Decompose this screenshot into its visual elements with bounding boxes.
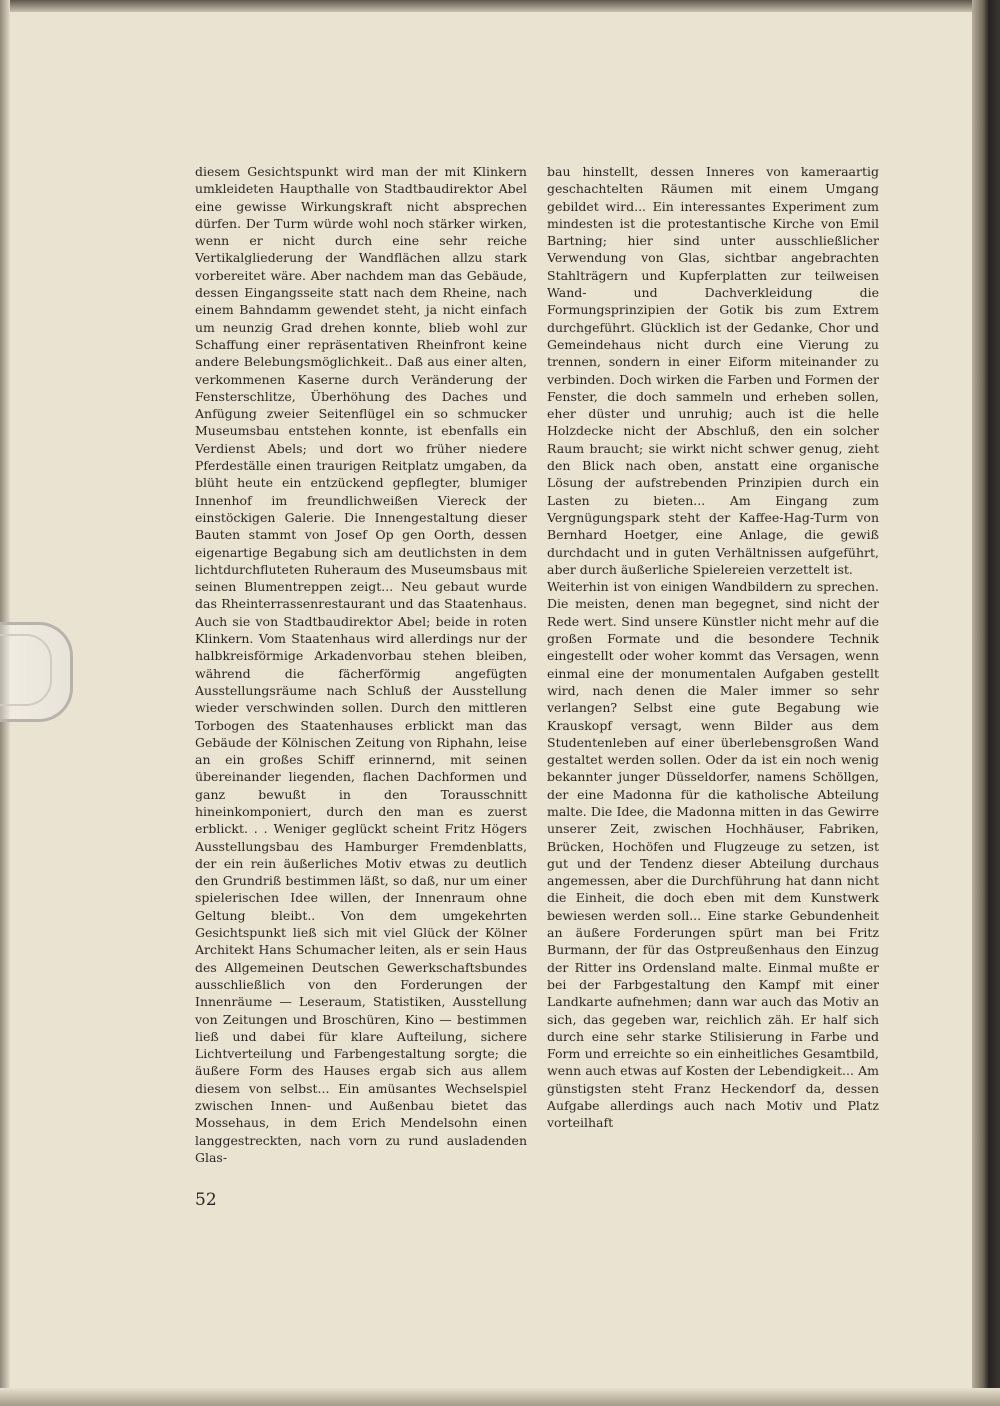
paper-clip-inner-loop bbox=[0, 634, 52, 706]
page-bottom-edge bbox=[0, 1388, 1000, 1406]
book-binding-edge bbox=[972, 0, 1000, 1406]
left-column-paragraph-1: diesem Gesichtspunkt wird man der mit Klinkern umkleideten Haupthalle von Stadtbaudirektor Abel eine gewisse Wirkungskraft nicht absprechen dürfen. Der Turm würde wohl noch stärker wirken, wenn er nicht durch eine sehr reiche Vertikalgliederung der Wandflächen allzu stark vorbereitet wäre. Aber nachdem man das Gebäude, dessen Eingangsseite statt nach dem Rheine, nach einem Bahndamm gewendet steht, ja nicht einfach um neunzig Grad drehen konnte, blieb wohl zur Schaffung einer repräsentativen Rheinfront keine andere Belebungsmöglichkeit.. Daß aus einer alten, verkommenen Kaserne durch Veränderung der Fensterschlitze, Überhöhung des Daches und Anfügung zweier Seitenflügel ein so schmucker Museumsbau entstehen konnte, ist ebenfalls ein Verdienst Abels; und dort wo früher niedere Pferdeställe einen traurigen Reitplatz umgaben, da blüht heute ein entzückend gepflegter, blumiger Innenhof im freundlichweißen Viereck der einstöckigen Galerie. Die Innengestaltung dieser Bauten stammt von Josef Op gen Oorth, dessen eigenartige Begabung sich am deutlichsten in dem lichtdurchfluteten Ruheraum des Museumsbaus mit seinen Blumentreppen zeigt... Neu gebaut wurde das Rheinterrassenrestaurant und das Staatenhaus. Auch sie von Stadtbaudirektor Abel; beide in roten Klinkern. Vom Staatenhaus wird allerdings nur der halbkreisförmige Arkadenvorbau stehen bleiben, während die fächerförmig angefügten Ausstellungsräume nach Schluß der Ausstellung wieder verschwinden sollen. Durch den mittleren Torbogen des Staatenhauses erblickt man das Gebäude der Kölnischen Zeitung von Riphahn, leise an ein großes Schiff erinnernd, mit seinen übereinander liegenden, flachen Dachformen und ganz bewußt in den Torausschnitt hineinkomponiert, durch den man es zuerst erblickt. . . Weniger geglückt scheint Fritz Högers Ausstellungsbau des Hamburger Fremdenblatts, der ein rein äußerliches Motiv etwas zu deutlich den Grundriß bestimmen läßt, so daß, nur um einer spielerischen Idee willen, der Innenraum ohne Geltung bleibt.. Von dem umgekehrten Gesichtspunkt ließ sich mit viel Glück der Kölner Architekt Hans Schumacher leiten, als er sein Haus des Allgemeinen Deutschen Gewerkschaftsbundes ausschließlich von den Forderungen der Innenräume — Leseraum, Statistiken, Ausstellung von Zeitungen und Broschüren, Kino — bestimmen ließ und dabei für klare Aufteilung, sichere Lichtverteilung und Farbengestaltung sorgte; die äußere Form des Hauses ergab sich aus allem diesem von selbst... Ein amüsantes Wechselspiel zwischen Innen- und Außenbau bietet das Mossehaus, in dem Erich Mendelsohn einen langgestreckten, nach vorn zu rund ausladenden Glas- bbox=[195, 164, 527, 1165]
right-column-paragraph-2: Weiterhin ist von einigen Wandbildern zu sprechen. Die meisten, denen man begegnet, sind nicht der Rede wert. Sind unsere Künstler nicht mehr auf die großen Formate und die besondere Technik eingestellt oder woher kommt das Versagen, wenn einmal eine der monumentalen Aufgaben gestellt wird, nach denen die Maler immer so sehr verlangen? Selbst eine gute Begabung wie Krauskopf versagt, wenn Bilder aus dem Studentenleben auf einer überlebensgroßen Wand gestaltet werden sollen. Oder da ist ein noch wenig bekannter junger Düsseldorfer, namens Schöllgen, der eine Madonna für die katholische Abteilung malte. Die Idee, die Madonna mitten in das Gewirre unserer Zeit, zwischen Hochhäuser, Fabriken, Brücken, Hochöfen und Flugzeuge zu setzen, ist gut und der Tendenz dieser Abteilung durchaus angemessen, aber die Durchführung hat dann nicht die Einheit, die doch eben mit dem Kunstwerk bewiesen werden soll... Eine starke Gebundenheit an äußere Forderungen spürt man bei Fritz Burmann, der für das Ostpreußenhaus den Einzug der Ritter ins Ordensland malte. Einmal mußte er bei der Farbgestaltung den Kampf mit einer Landkarte aufnehmen; dann war auch das Motiv an sich, das gegeben war, reichlich zäh. Er half sich durch eine sehr starke Stilisierung in Farbe und Form und erreichte so ein einheitliches Gesamtbild, wenn auch etwas auf Kosten der Lebendigkeit... Am günstigsten steht Franz Heckendorf da, dessen Aufgabe allerdings auch nach Motiv und Platz vorteilhaft bbox=[547, 579, 879, 1131]
page-top-shadow bbox=[0, 0, 1000, 12]
left-text-column bbox=[195, 163, 527, 1166]
right-text-column bbox=[547, 163, 879, 1132]
page-number: 52 bbox=[195, 1190, 217, 1210]
right-column-paragraph-1: bau hinstellt, dessen Inneres von kameraartig geschachtelten Räumen mit einem Umgang gebildet wird... Ein interessantes Experiment zum mindesten ist die protestantische Kirche von Emil Bartning; hier sind unter ausschließlicher Verwendung von Glas, sichtbar angebrachten Stahlträgern und Kupferplatten zur teilweisen Wand- und Dachverkleidung die Formungsprinzipien der Gotik bis zum Extrem durchgeführt. Glücklich ist der Gedanke, Chor und Gemeindehaus nicht durch eine Vierung zu trennen, sondern in einer Eiform miteinander zu verbinden. Doch wirken die Farben und Formen der Fenster, die doch sammeln und erheben sollen, eher düster und unruhig; auch ist die helle Holzdecke nicht der Abschluß, den ein solcher Raum braucht; sie wirkt nicht schwer genug, zieht den Blick nach oben, anstatt eine organische Lösung der aufstrebenden Prinzipien durch ein Lasten zu bieten... Am Eingang zum Vergnügungspark steht der Kaffee-Hag-Turm von Bernhard Hoetger, eine Anlage, die gewiß durchdacht und in guten Verhältnissen aufgeführt, aber durch äußerliche Spielereien verzettelt ist. bbox=[547, 164, 879, 577]
